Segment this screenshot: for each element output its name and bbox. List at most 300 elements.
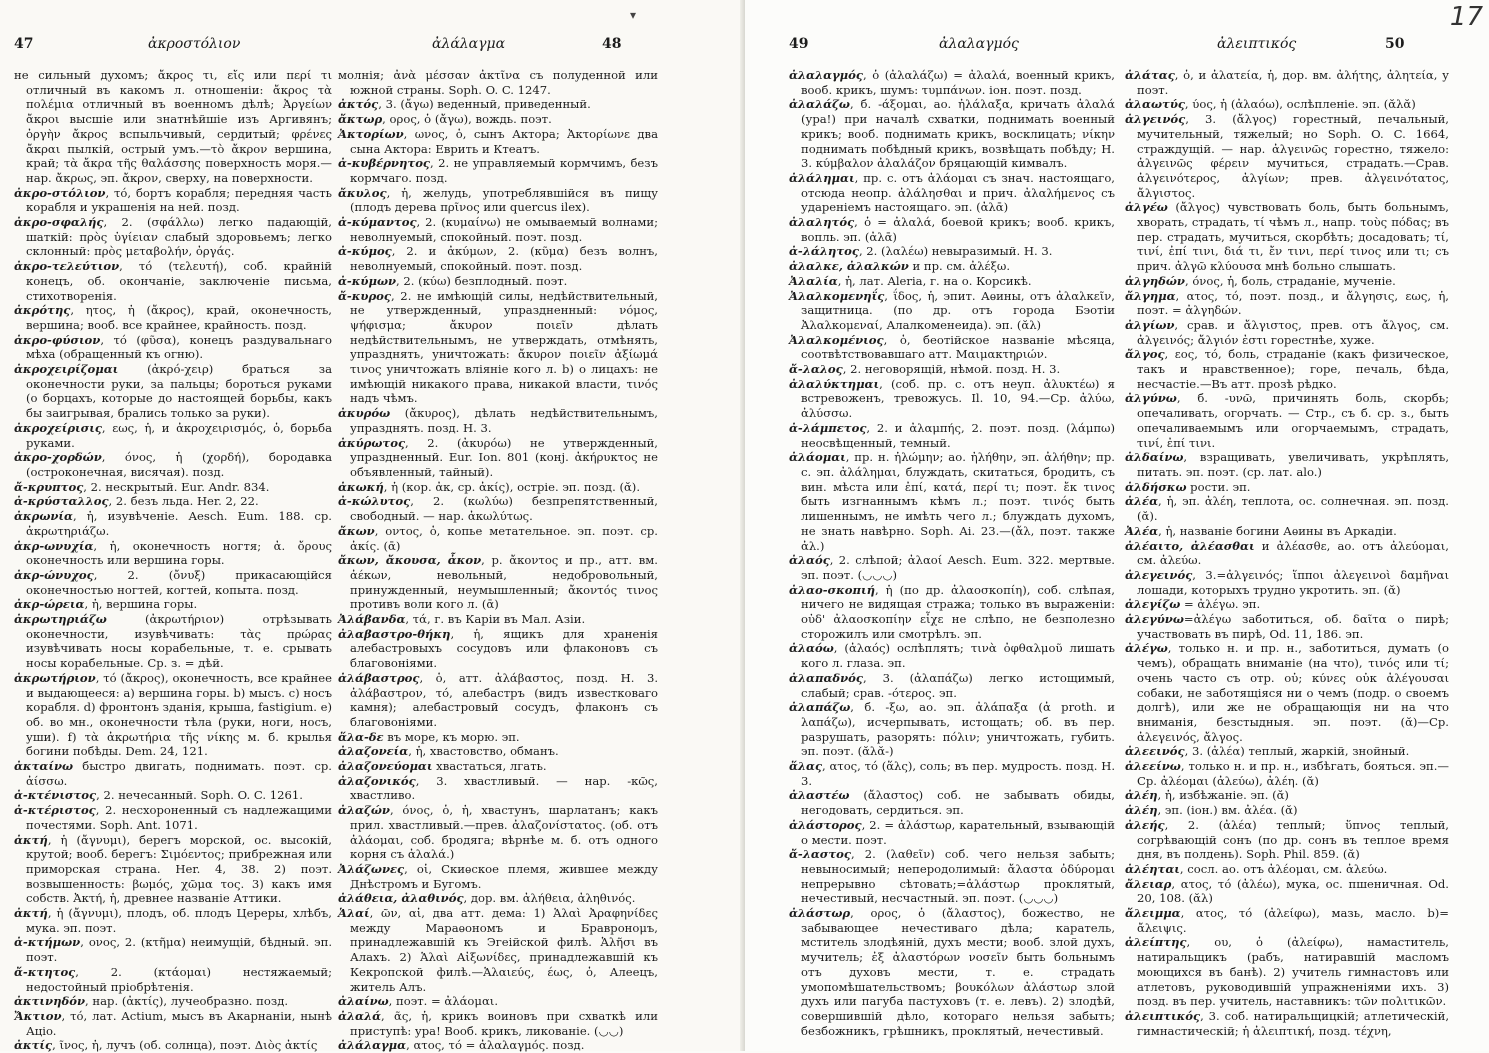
entry-headword: ἀκροχειρίζομαι	[14, 362, 119, 377]
dictionary-entry	[338, 127, 658, 156]
entry-definition: , όνος, ἡ, боль, страданіе, мученіе.	[1184, 273, 1396, 288]
dictionary-entry	[789, 215, 1115, 244]
entry-headword: ἀκρότης	[14, 303, 71, 318]
dictionary-entry	[14, 671, 332, 759]
entry-definition: , ἡ (кор. ἀκ, ср. ἀκίς), остріе. эп. позд. (ᾰ).	[383, 479, 641, 494]
dictionary-entry	[338, 524, 658, 553]
dictionary-entry	[1125, 450, 1449, 479]
entry-definition: , ὁ (ἀλαλάζω) = ἀλαλά, военный крикъ, вооб. крикъ, шумъ: τυμπάνων. іон. поэт. позд.	[801, 68, 1115, 97]
entry-definition: , ΐδος, ἡ, эпит. Аѳины, отъ ἀλαλκεῖν, защитница. (по др. отъ города Бэотіи Ἀλαλκομεναί, Алалкоменеида). эп. (ᾰλ)	[801, 288, 1115, 332]
entry-definition: , 2. = ἀλάστωρ, карательный, взывающій о мести. поэт.	[801, 817, 1115, 847]
dictionary-entry	[338, 97, 658, 112]
entry-headword: ἀλέη	[1125, 803, 1158, 818]
entry-headword: ἀκρο-στόλιον	[14, 185, 106, 200]
entry-headword: ἀλαίνω	[338, 994, 389, 1009]
entry-headword: ἀλδήσκω	[1125, 479, 1187, 494]
entry-definition: (ἀκρωτήριον) отрѣзывать оконечности, изувѣчивать: τὰς πρώρας изувѣчивать носы корабельные, т. е. срывать носы корабельные. Ср. з. = дѣй.	[26, 612, 332, 671]
entry-definition: , ἡ, ящикъ для храненія алебастровыхъ сосудовъ или флаконовъ съ благовоніями.	[350, 626, 658, 671]
dictionary-entry	[14, 303, 332, 332]
entry-definition: , ᾶς, ἡ, крикъ воиновъ при схваткѣ или приступѣ: ура! Вооб. крикъ, ликованіе. (◡◡)	[350, 1009, 658, 1038]
dictionary-entry	[1125, 788, 1449, 803]
dictionary-entry	[1125, 744, 1449, 759]
entry-definition: , 2. (σφάλλω) легко падающій, шаткій: πρὸς ὑγίειαν слабый здоровьемъ; легко склонный: πρὸς μεταβολήν, ὀργάς.	[26, 215, 332, 259]
dictionary-column	[14, 68, 332, 1053]
dictionary-entry	[14, 215, 332, 259]
dictionary-entry	[14, 68, 332, 186]
entry-definition: , 3. хвастливый. — нар. -κῶς, хвастливо.	[350, 773, 658, 803]
dictionary-entry	[1125, 68, 1449, 97]
entry-definition: , ἡ (ἄγνυμι), берегъ морской, ос. высокій, крутой; вооб. берегъ: Σιμόεντος; прибрежная или приморская страна. Her. 4, 38. 2) поэт. возвышенность: βωμός, χῶμα τος. 3) какъ имя собств. Ἀκτή, ἡ, древнее названіе Аттики.	[26, 832, 332, 906]
entry-headword: ἀλαλύκτημαι	[789, 376, 880, 391]
entry-headword: ἀλαλάζω	[789, 97, 850, 112]
entry-headword: Ἀλαλκομενηΐς	[789, 288, 885, 303]
entry-headword: ἀ-κρύσταλλος	[14, 494, 109, 509]
entry-definition: , б. -υνῶ, причинять боль, скорбь; опечаливать, огорчать. — Стр., съ б. ср. з., быть опечаливаемымъ или огорчаемымъ, страдать, τινί, ἐπί τινι.	[1137, 391, 1449, 450]
scan-mark: ▾	[630, 8, 637, 22]
entry-definition: , 2. безъ льда. Her. 2, 22.	[108, 494, 259, 509]
entry-headword: ἀ-κυβέρνητος	[338, 156, 430, 171]
dictionary-entry	[789, 97, 1115, 171]
entry-headword: ἀλαλαγμός	[789, 68, 863, 82]
entry-definition: , сосл. ао. отъ ἀλέομαι, см. ἀλεύω.	[1179, 861, 1388, 876]
entry-definition: , 3. (ἄλγος) горестный, печальный, мучительный, тяжелый; но Soph. O. C. 1664, страждущій. — нар. ἀλγεινῶς горестно, тяжело: ἀλγεινῶς φέρειν мучиться, страдать.—Срав. ἀλγεινότερος, ἀλγίων; прев. ἀλγεινότατος, ἄλγιστος.	[1137, 112, 1449, 200]
entry-headword: ἀλέαιτο, ἀλέασθαι	[1125, 538, 1255, 553]
entry-headword: ἄ-λαλος	[789, 362, 843, 377]
entry-definition: , ἡ, изувѣченіе. Aesch. Eum. 188. ср. ἀκρωτηριάζω.	[26, 509, 332, 538]
dictionary-entry	[1125, 97, 1449, 112]
entry-definition: , пр. н. ἠλώμην; ао. ἠλήθην, эп. ἀλήθην; пр. с. эп. ἀλάλημαι, блуждать, скитаться, бродить, съ вин. мѣста или ἐπί, κατά, περί τι; поэт. ἔκ τινος быть изгнаннымъ кѣмъ л.; поэт. τινός быть лишеннымъ, не имѣть чего л.; блуждать духомъ, не знать навѣрно. Soph. Ai. 23.—(ἄλ, поэт. также ἀλ.)	[801, 450, 1115, 553]
dictionary-entry	[338, 627, 658, 671]
entry-definition: , 2. (ἀλέα) теплый; ὕπνος теплый, согрѣвающій сонъ (по др. сонъ въ теплое время дня, въ полдень). Soph. Phil. 859. (ᾰ)	[1137, 817, 1449, 862]
entry-definition: , 3. (ἀλέα) теплый, жаркій, знойный.	[1184, 744, 1410, 759]
entry-definition: , εως, ἡ, и ἀκροχειρισμός, ὁ, борьба руками.	[26, 420, 332, 450]
entry-headword: ἀλεγεινός	[1125, 567, 1193, 582]
dictionary-entry	[789, 847, 1115, 906]
entry-definition: , ἡ, избѣжаніе. эп. (ᾰ)	[1157, 788, 1289, 803]
entry-headword: ἀ-κύμων	[338, 273, 397, 288]
dictionary-entry	[14, 362, 332, 421]
entry-headword: ἀκρ-ωνυχία	[14, 538, 94, 553]
entry-definition: , ητος, ἡ (ἄκρος), край, оконечность, вершина; вооб. все крайнее, крайность. позд.	[26, 303, 332, 332]
entry-headword: ἀκτή	[14, 906, 48, 921]
entry-headword: ἀλειπτικός	[1125, 1009, 1201, 1023]
entry-definition: не сильный духомъ; ἄκρος τι, εἴς или περί τι отличный въ какомъ л. отношеніи: ἄκρος τὰ πολέμια отличный въ военномъ дѣлѣ; Ἀργείων ἄκροι высшіе или знатнѣйшіе изъ Аргивянъ; ὀργὴν ἄκρος вспыльчивый, сердитый; φρένες ἄκραι пылкій, острый умъ.—τὸ ἄκρον вершина, край; τὰ ἄκρα τῆς θαλάσσης поверхность моря.—нар. ἄκρως, эп. ἄκρον, сверху, на поверхности.	[14, 68, 332, 185]
dictionary-entry	[1125, 612, 1449, 641]
dictionary-entry	[789, 259, 1115, 274]
entry-headword: ἀλαλκε, ἀλαλκών	[789, 259, 909, 274]
dictionary-entry	[1125, 274, 1449, 289]
dictionary-entry	[1125, 862, 1449, 877]
entry-definition: , дор. вм. ἀλήθεια, ἀληθινός.	[463, 891, 636, 906]
entry-definition: , пр. с. отъ ἀλάομαι съ знач. настоящаго, отсюда неопр. ἀλάλησθαι и прич. ἀλαλήμενος съ удареніемъ настоящаго. эп. (ἀλᾱ)	[801, 170, 1115, 215]
entry-definition: , 2. (λαλέω) невыразимый. Н. 3.	[858, 244, 1053, 259]
entry-definition: , ἡ, лат. Aleria, г. на о. Корсикѣ.	[837, 273, 1032, 288]
entry-headword: ἀλάλημαι	[789, 170, 855, 185]
dictionary-entry	[14, 568, 332, 597]
dictionary-entry	[14, 994, 332, 1009]
dictionary-entry	[14, 759, 332, 788]
entry-headword: ἀλαόω	[789, 641, 834, 656]
entry-definition: , ἡ, хвастовство, обманъ.	[408, 744, 559, 759]
entry-definition: , ύος, ἡ (ἀλαόω), ослѣпленіе. эп. (ᾰλᾰ)	[1184, 97, 1416, 112]
dictionary-entry	[789, 289, 1115, 333]
entry-definition: , 2. (κωλύω) безпрепятственный, свободный. — нар. ἀκωλύτως.	[350, 494, 658, 524]
dictionary-entry	[14, 259, 332, 303]
dictionary-entry	[14, 186, 332, 215]
page-number-left-b: 48	[602, 36, 622, 52]
dictionary-entry	[338, 186, 658, 215]
dictionary-entry	[789, 818, 1115, 847]
dictionary-entry	[1125, 347, 1449, 391]
entry-headword: ἀλαστέω	[789, 788, 850, 803]
entry-definition: , ατος, τό = ἀλαλαγμός. позд.	[406, 1038, 585, 1053]
entry-headword: ἀλαβαστρο-θήκη	[338, 626, 451, 641]
guide-word-right-b: ἀλειπτικός	[1217, 36, 1297, 52]
dictionary-entry	[338, 671, 658, 730]
dictionary-entry	[1125, 877, 1449, 906]
entry-definition: , 2. не имѣющій силы, недѣйствительный, не утвержденный, упраздненный: νόμος, ψήφισμα; ἄκυρον ποιεῖν дѣлать недѣйствительнымъ, не утверждать, отмѣнять, упразднять, уничтожать: ἄκυρον ποιεῖν ἀξίωμά τινος уничтожать вліяніе кого л. b) о лицахъ: не имѣющій никакого права, никакой власти, τινός надъ чѣмъ.	[350, 288, 658, 406]
entry-definition: , б. -άξομαι, ао. ἠλάλαξα, кричать ἀλαλά (ура!) при началѣ схватки, поднимать военный крикъ; вооб. поднимать крикъ, восклицать; νίκην поднимать побѣдный крикъ, возвѣщать побѣду; Н. 3. κύμβαλον ἀλαλάζον бряцающій кимвалъ.	[801, 97, 1115, 171]
entry-headword: ἅλα-δε	[338, 729, 384, 744]
entry-definition: , όνος, ἡ (χορδή), бородавка (остроконечная, висячая). позд.	[26, 450, 332, 479]
dictionary-entry	[14, 494, 332, 509]
entry-headword: ἀλγίων	[1125, 317, 1175, 332]
dictionary-entry	[1125, 480, 1449, 495]
entry-definition: , 2. и ἀκύμων, 2. (κῦμα) безъ волнъ, неволнуемый, спокойный. поэт. позд.	[350, 244, 658, 274]
dictionary-entry	[1125, 289, 1449, 318]
dictionary-entry	[14, 788, 332, 803]
entry-definition: и пр. см. ἀλέξω.	[908, 259, 1011, 274]
dictionary-entry	[789, 583, 1115, 642]
entry-definition: , (ἀλαός) ослѣплять; τινὰ ὀφθαλμοῦ лишать кого л. глаза. эп.	[801, 641, 1115, 671]
entry-headword: ἀλαζών	[338, 803, 390, 818]
entry-headword: ἀκτίς	[14, 1038, 53, 1053]
entry-definition: , όνος, ὁ, ἡ, хвастунъ, шарлатанъ; какъ прил. хвастливый.—прев. ἀλαζονίστατος. (об. отъ ἀλάομαι, соб. бродяга; вѣрнѣе м. б. отъ одного корня съ ἀλαλά.)	[350, 803, 658, 862]
dictionary-entry	[338, 759, 658, 774]
dictionary-entry	[338, 1009, 658, 1038]
entry-definition: , ἡ, желудь, употреблявшійся въ пищу (плодъ дерева πρῖνος или quercus ilex).	[350, 185, 658, 215]
dictionary-entry	[1125, 935, 1449, 1009]
entry-definition: , ἡ, названіе богини Аѳины въ Аркадіи.	[1158, 523, 1397, 538]
entry-headword: Ἀλάζωνες	[338, 861, 405, 876]
entry-headword: ἀλαο-σκοπιή	[789, 582, 876, 597]
guide-word-right-a: ἀλαλαγμός	[939, 36, 1019, 52]
dictionary-entry	[14, 906, 332, 935]
entry-headword: ἀ-λάμπετος	[789, 420, 867, 435]
entry-definition: , 2. (κύω) безплодный. поэт.	[396, 273, 568, 288]
dictionary-entry	[1125, 318, 1449, 347]
dictionary-column	[789, 68, 1115, 1043]
entry-headword: ἀκωκή	[338, 479, 384, 494]
entry-definition: , ατος, τό, поэт. позд., и ἄλγησις, εως, ἡ, поэт. = ἀλγηδών.	[1137, 288, 1449, 318]
entry-headword: ἀλάτας	[1125, 68, 1175, 82]
entry-headword: ἄκων	[338, 523, 375, 538]
entry-definition: , р. ἄκοντος и пр., атт. вм. ἀέκων, невольный, недобровольный, принужденный, неумышленный; ἄκοντός τινος противъ воли кого л. (ᾱ)	[350, 553, 658, 612]
dictionary-entry	[789, 788, 1115, 817]
dictionary-entry	[1125, 1009, 1449, 1038]
entry-definition: , τό (τελευτή), соб. крайній конецъ, об. окончаніе, заключеніе письма, стихотворенія.	[26, 259, 332, 303]
dictionary-entry	[14, 612, 332, 671]
dictionary-entry	[789, 274, 1115, 289]
entry-definition: , ου, ὁ (ἀλείφω), намаститель, натиральщикъ (рабъ, натиравшій масломъ моющихся въ банѣ). 2) учитель гимнастовъ или атлетовъ, руководившій упражненіями ихъ. 3) позд. въ пер. учитель, наставникъ: τῶν πολιτικῶν.	[1137, 935, 1449, 1009]
entry-headword: ἀκρο-τελεύτιον	[14, 259, 120, 274]
dictionary-entry	[338, 1038, 658, 1053]
entry-definition: , 2. нескрытый. Eur. Andr. 834.	[83, 479, 270, 494]
page-number-right-a: 49	[789, 36, 809, 52]
dictionary-entry	[338, 774, 658, 803]
entry-definition: , ἡ, оконечность ногтя; ἀ. ὄρους оконечность или вершина горы.	[26, 538, 332, 568]
dictionary-entry	[789, 421, 1115, 450]
entry-headword: ἀ-κτέριστος	[14, 803, 96, 818]
entry-headword: ἄλειμμα	[1125, 906, 1181, 921]
dictionary-entry	[1125, 524, 1449, 539]
entry-headword: ἀλεγύνω	[1125, 612, 1184, 627]
entry-headword: ἀκυρόω	[338, 406, 391, 421]
entry-definition: , 2. (ἀκυρόω) не утвержденный, упраздненный. Eur. Ion. 801 (конj. ἀκήρυκτος не объявленный, тайный).	[350, 435, 658, 479]
entry-headword: ἀλαλά	[338, 1009, 382, 1023]
entry-definition: , 2. (κυμαίνω) не омываемый волнами; неволнуемый, спокойный. поэт. позд.	[350, 215, 658, 244]
entry-headword: ἀκρ-ώρεια	[14, 597, 85, 612]
dictionary-entry	[1125, 803, 1449, 818]
dictionary-entry	[789, 68, 1115, 97]
entry-headword: Ἀλαλία	[789, 273, 838, 288]
entry-headword: ἀλεγίζω	[1125, 597, 1181, 612]
page-number-right-b: 50	[1385, 36, 1405, 52]
dictionary-entry	[14, 833, 332, 907]
dictionary-entry	[338, 494, 658, 523]
right-page	[745, 0, 1489, 1051]
dictionary-column	[338, 68, 658, 1053]
dictionary-entry	[1125, 597, 1449, 612]
dictionary-entry	[1125, 906, 1449, 935]
guide-word-left-a: ἀκροστόλιον	[148, 36, 241, 52]
entry-definition: , ῖνος, ἡ, лучъ (об. солнца), поэт. Διὸς ἀκτίς	[52, 1038, 318, 1053]
dictionary-entry	[14, 509, 332, 538]
entry-definition: , поэт. = ἀλάομαι.	[388, 994, 499, 1009]
dictionary-entry	[338, 906, 658, 994]
entry-definition: , ἡ, эп. ἀλέη, теплота, ос. солнечная. эп. позд. (ᾰ).	[1137, 494, 1449, 524]
dictionary-entry	[789, 333, 1115, 362]
entry-definition: , 2. и ἀλαμπής, 2. поэт. позд. (λάμπω) неосвѣщенный, темный.	[801, 420, 1115, 450]
dictionary-entry	[1125, 200, 1449, 274]
entry-definition: , ορος, ὁ (ἄγω), вождь. поэт.	[382, 112, 552, 127]
entry-headword: ἀ-κτένιστος	[14, 788, 97, 803]
dictionary-entry	[338, 480, 658, 495]
dictionary-entry	[338, 68, 658, 97]
entry-definition: и ἀλέασθε, ао. отъ ἀλεύομαι, см. ἀλεύω.	[1137, 538, 1449, 568]
entry-definition: , нар. (ἀκτίς), лучеобразно. позд.	[85, 994, 289, 1009]
dictionary-entry	[14, 421, 332, 450]
dictionary-entry	[14, 965, 332, 994]
guide-word-left-b: ἀλάλαγμα	[432, 36, 506, 52]
entry-headword: ἀλάομαι	[789, 450, 846, 465]
entry-headword: ἀλγέω	[1125, 200, 1168, 215]
entry-definition: , ορος, ὁ (ἄλαστος), божество, не забывающее нечестиваго дѣла; каратель, мститель злодѣяній, духъ мести; вооб. злой духъ, мучитель; ἐξ ἀλαστόρων νοσεῖν быть больнымъ отъ духовъ мести, т. е. страдать умопомѣшательствомъ; βουκόλων ἀλάστωρ злой духъ или пагуба пастуховъ (т. е. левъ). 2) злодѣй, совершившій дѣло, котораго нельзя забыть; безбожникъ, грѣшникъ, проклятый, нечестивый.	[801, 906, 1115, 1038]
dictionary-entry	[338, 862, 658, 891]
entry-definition: (ἄκυρος), дѣлать недѣйствительнымъ, упразднять. позд. Н. 3.	[350, 406, 658, 435]
dictionary-entry	[338, 891, 658, 906]
entry-definition: , τό, лат. Actium, мысъ въ Акарнаніи, нынѣ Ацio.	[26, 1009, 332, 1038]
entry-definition: , 2. (λαθεῖν) соб. чего нельзя забыть; невыносимый; неперодолимый: ἄλαστα ὀδύρομαι непрерывно сѣтовать;=ἀλάστωρ проклятый, нечестивый, несчастный. эп. поэт. (◡◡◡)	[801, 847, 1115, 906]
entry-headword: Ἀκτορίων	[338, 126, 404, 141]
dictionary-entry	[14, 1009, 332, 1038]
entry-headword: ἀλέγω	[1125, 641, 1168, 656]
entry-definition: , τά, г. въ Каріи въ Мал. Азіи.	[405, 612, 586, 627]
entry-definition: , ωνος, ὁ, сынъ Актора; Ἀκτορίωνε два сына Актора: Еврить и Ктеатъ.	[350, 126, 658, 156]
entry-definition: быстро двигать, поднимать. поэт. ср. ἀίσσω.	[26, 759, 332, 788]
entry-headword: ἀκρο-φύσιον	[14, 332, 101, 347]
entry-headword: ἅλας	[789, 759, 823, 774]
entry-definition: (ἀκρό-χειρ) браться за оконечности руки, за пальцы; бороться руками (о борцахъ, которые до настоящей борьбы, какъ бы заигрывая, брались только за руки).	[26, 362, 332, 421]
entry-definition: , τό (ἄκρος), оконечность, все крайнее и выдающееся: а) вершина горы. b) мысъ. c) носъ корабля. d) фронтонъ зданія, крыша, fastigium. e) об. во мн., оконечности тѣла (руки, ноги, носъ, уши). f) τὰ ἀκρωτήρια τῆς νίκης м. б. крылья богини побѣды. Dem. 24, 121.	[26, 670, 332, 759]
dictionary-entry	[1125, 818, 1449, 862]
entry-headword: ἀλαός	[789, 553, 830, 568]
entry-definition: , 2. не управляемый кормчимъ, безъ кормчаго. позд.	[350, 156, 658, 185]
dictionary-entry	[789, 450, 1115, 553]
entry-definition: , 3. (ἄγω) веденный, приведенный.	[378, 97, 591, 112]
entry-headword: ἀλέα	[1125, 494, 1159, 509]
entry-headword: ἀ-κτήμων	[14, 935, 81, 950]
dictionary-entry	[14, 539, 332, 568]
entry-definition: (ἄλαστος) соб. не забывать обиды, негодовать, сердиться. эп.	[801, 788, 1115, 818]
entry-definition: , 2. несхороненный съ надлежащими почестями. Soph. Ant. 1071.	[26, 803, 332, 832]
entry-definition: , б. -ξω, ао. эп. ἀλάπαξα (ἀ proth. и λαπάζω), исчерпывать, истощать; об. въ пер. разрушать, разорять: πόλιν; уничтожать, губить. эп. поэт. (ᾰλᾰ-)	[801, 700, 1115, 759]
dictionary-column	[1125, 68, 1449, 1043]
entry-headword: ἀλεείνω	[1125, 759, 1181, 774]
entry-headword: ἀκτός	[338, 97, 379, 112]
entry-definition: , 3. соб. натиральщицкій; атлетическій, гимнастическій; ἡ ἀλειπτική, позд. τέχνη,	[1137, 1009, 1449, 1038]
entry-headword: ἄλγος	[1125, 347, 1165, 362]
dictionary-entry	[789, 906, 1115, 1038]
dictionary-entry	[338, 994, 658, 1009]
dictionary-entry	[338, 215, 658, 244]
entry-headword: ἄ-κυρος	[338, 288, 391, 303]
entry-headword: ἀλείπτης	[1125, 935, 1187, 950]
entry-definition: , 2. нечесанный. Soph. O. C. 1261.	[96, 788, 303, 803]
entry-headword: ἀλάστωρ	[789, 906, 851, 921]
dictionary-entry	[338, 436, 658, 480]
dictionary-entry	[1125, 112, 1449, 200]
dictionary-entry	[14, 597, 332, 612]
entry-headword: ἀλάθεια, ἀλαθινός	[338, 891, 464, 906]
entry-headword: ἀκτινηδόν	[14, 994, 86, 1009]
dictionary-entry	[14, 803, 332, 832]
entry-definition: , ονος, 2. (κτῆμα) неимущій, бѣдный. эп. поэт.	[26, 935, 332, 965]
entry-headword: ἄ-κτητος	[14, 964, 76, 979]
entry-headword: ἀ-κύμος	[338, 244, 392, 259]
entry-headword: ἀλαπάζω	[789, 700, 851, 715]
dictionary-entry	[789, 553, 1115, 582]
dictionary-entry	[338, 244, 658, 273]
entry-definition: , τό (φῦσα), конецъ раздувальнаго мѣха (обращенный къ огню).	[26, 332, 332, 362]
entry-headword: ἀ-κώλυτος	[338, 494, 411, 509]
dictionary-entry	[789, 700, 1115, 759]
entry-headword: ἀλάλαγμα	[338, 1038, 407, 1053]
entry-definition: , 2. (ὄνυξ) прикасающійся оконечностью ногтей, когтей, копыта. позд.	[26, 567, 332, 597]
entry-headword: ἀκταίνω	[14, 759, 74, 774]
dictionary-entry	[338, 156, 658, 185]
entry-definition: , ὁ, атт. ἀλάβαστος, позд. Н. 3. ἀλάβαστρον, τό, алебастръ (видъ известковаго камня); алебастровый сосудъ, флаконъ съ благовоніями.	[350, 670, 658, 729]
entry-definition: , ατος, τό (ἀλείφω), мазь, масло. b)= ἄλειψις.	[1137, 906, 1449, 935]
entry-headword: ἀλέη	[1125, 788, 1158, 803]
entry-headword: ἄ-λαστος	[789, 847, 851, 862]
entry-definition: , οἱ, Скиѳское племя, жившее между Днѣстромъ и Бугомъ.	[350, 861, 658, 891]
entry-headword: Ἁλαί	[338, 906, 370, 921]
entry-definition: хвастаться, лгать.	[432, 759, 547, 774]
entry-headword: ἀλαλητός	[789, 215, 855, 230]
dictionary-entry	[1125, 568, 1449, 597]
entry-headword: ἀκύρωτος	[338, 435, 405, 450]
dictionary-entry	[1125, 759, 1449, 788]
entry-definition: , 2. (κτάομαι) нестяжаемый; недостойный пріобрѣтенія.	[26, 964, 332, 994]
dictionary-entry	[338, 803, 658, 862]
dictionary-entry	[789, 377, 1115, 421]
entry-headword: ἀλδαίνω	[1125, 450, 1184, 465]
entry-headword: ἀλάβαστρος	[338, 670, 420, 685]
entry-definition: , ατος, τό (ἀλέω), мука, ос. пшеничная. Od. 20, 108. (ᾰλ)	[1137, 876, 1449, 906]
entry-headword: Ἀλαλκομένιος	[789, 332, 884, 347]
entry-headword: ἄλγημα	[1125, 288, 1176, 303]
entry-headword: ἀκροχείρισις	[14, 420, 102, 435]
dictionary-entry	[1125, 539, 1449, 568]
entry-headword: ἀκρο-σφαλής	[14, 215, 104, 230]
entry-headword: ἀ-λάλητος	[789, 244, 859, 259]
entry-definition: , 2. слѣпой; ἀλαοί Aesch. Eum. 322. мертвые. эп. поэт. (◡◡◡)	[801, 553, 1115, 582]
dictionary-entry	[338, 274, 658, 289]
dictionary-entry	[338, 553, 658, 612]
dictionary-entry	[789, 641, 1115, 670]
entry-definition: , 3. (ἀλαπάζω) легко истощимый, слабый; срав. -ότερος. эп.	[801, 670, 1115, 700]
entry-headword: ἀλγηδών	[1125, 273, 1185, 288]
dictionary-entry	[338, 112, 658, 127]
dictionary-entry	[1125, 494, 1449, 523]
dictionary-entry	[14, 450, 332, 479]
dictionary-entry	[338, 406, 658, 435]
entry-headword: ἀκτή	[14, 832, 48, 847]
entry-definition: , 3.=ἀλγεινός; ἵπποι ἀλεγεινοὶ δαμῆναι лошади, которыхъ трудно укротить. эп. (ᾰ)	[1137, 567, 1449, 597]
dictionary-entry	[14, 935, 332, 964]
entry-headword: ἀκρο-χορδών	[14, 450, 102, 465]
entry-definition: , ἡ, вершина горы.	[84, 597, 198, 612]
dictionary-entry	[14, 480, 332, 495]
entry-headword: ἀλαζονεία	[338, 744, 409, 759]
dictionary-entry	[338, 730, 658, 745]
entry-definition: , οντος, ὁ, копье метательное. эп. поэт. ср. ἀκίς. (ᾱ)	[350, 523, 658, 553]
page-number-left-a: 47	[14, 36, 34, 52]
dictionary-entry	[789, 362, 1115, 377]
entry-headword: ἄκτωρ	[338, 112, 383, 127]
entry-definition: , (соб. пр. с. отъ неуп. ἀλυκτέω) я встревоженъ, тревожусь. Il. 10, 94.—Ср. ἀλύω, ἀλύσσω.	[801, 376, 1115, 421]
dictionary-entry	[1125, 391, 1449, 450]
entry-headword: ἀλεεινός	[1125, 744, 1185, 759]
dictionary-entry	[789, 244, 1115, 259]
entry-headword: ἀκρωτηριάζω	[14, 612, 107, 627]
entry-definition: =ἀλέγω заботиться, об. δαῖτα о пирѣ; участвовать въ пирѣ, Od. 11, 186. эп.	[1137, 612, 1449, 641]
left-page	[0, 0, 744, 1051]
dictionary-entry	[14, 1038, 332, 1053]
entry-definition: , только н. и пр. н., заботиться, думать (о чемъ), обращать вниманіе (на что), τινός или τί; очень часто съ отр. οὐ; κύνες οὐκ ἀλέγουσαι собаки, не заботящіяся ни о чемъ (подр. о своемъ долгѣ), или же не обращающія ни на что вниманія, безстыдныя. эп. поэт. (ᾰ)—Ср. ἀλεγεινός, ἄλγος.	[1137, 641, 1449, 744]
handwritten-note: 17	[1449, 2, 1483, 32]
entry-headword: ἀλεής	[1125, 817, 1165, 832]
entry-definition: = ἀλέγω. эп.	[1180, 597, 1261, 612]
dictionary-entry	[338, 612, 658, 627]
entry-definition: , ἡ (по др. ἀλαοσκοπίη), соб. слѣпая, ничего не видящая стража; только въ выраженіи: οὐδ' ἀλαοσκοπίην εἶχε не слѣпо, не безполезно сторожилъ или смотрѣлъ. эп.	[801, 582, 1115, 641]
entry-definition: , эп. (іон.) вм. ἀλέα. (ᾰ)	[1157, 803, 1298, 818]
entry-headword: ἄ-κρυπτος	[14, 479, 84, 494]
entry-headword: ἀκρωτήριον	[14, 670, 96, 685]
dictionary-entry	[338, 289, 658, 407]
dictionary-entry	[789, 671, 1115, 700]
